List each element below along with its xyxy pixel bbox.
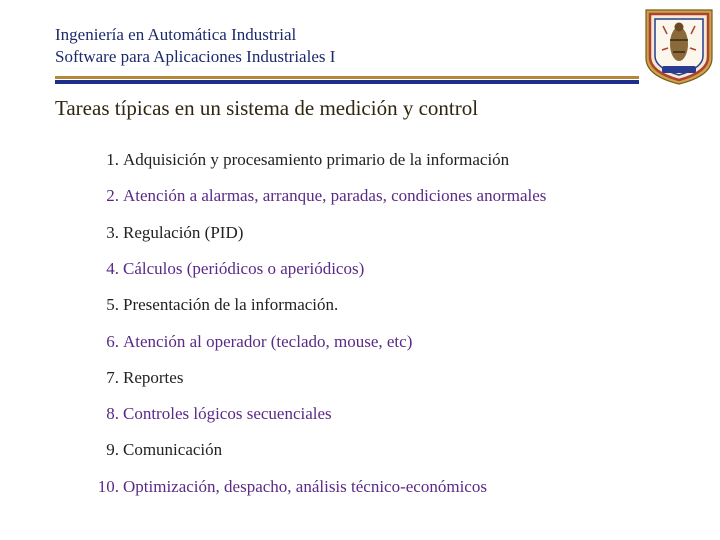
task-number: 1. [106, 150, 119, 169]
task-text: Atención a alarmas, arranque, paradas, condiciones anormales [123, 186, 547, 206]
task-number: 7. [106, 367, 119, 387]
header-course: Software para Aplicaciones Industriales I [55, 47, 336, 66]
task-item [92, 259, 364, 279]
task-number: 8. [106, 404, 119, 424]
task-item [92, 368, 183, 388]
task-item [92, 477, 487, 497]
task-number: 9. [106, 440, 119, 460]
task-number: 6. [106, 331, 119, 351]
task-item [92, 404, 332, 424]
header-program: Ingeniería en Automática Industrial [55, 25, 297, 44]
task-number: 10. [97, 476, 119, 496]
task-text: Adquisición y procesamiento primario de la información [123, 150, 510, 169]
task-item [92, 332, 412, 352]
task-item [92, 223, 243, 243]
slide-title: Tareas típicas en un sistema de medición y control [55, 96, 479, 120]
task-number: 5. [106, 295, 119, 315]
task-text: Optimización, despacho, análisis técnico-económicos [123, 476, 487, 496]
task-item [92, 186, 546, 206]
task-text: Comunicación [123, 440, 223, 460]
task-item [92, 295, 338, 315]
task-number: 4. [106, 258, 119, 278]
task-text: Presentación de la información. [123, 295, 339, 315]
task-text: Atención al operador (teclado, mouse, etc) [123, 331, 413, 351]
task-item [92, 440, 222, 460]
task-item [92, 150, 509, 170]
task-text: Regulación (PID) [123, 222, 244, 242]
task-number: 3. [106, 222, 119, 242]
task-text: Cálculos (periódicos o aperiódicos) [123, 258, 365, 278]
task-text: Controles lógicos secuenciales [123, 404, 332, 424]
task-text: Reportes [123, 367, 184, 387]
task-number: 2. [106, 186, 119, 206]
